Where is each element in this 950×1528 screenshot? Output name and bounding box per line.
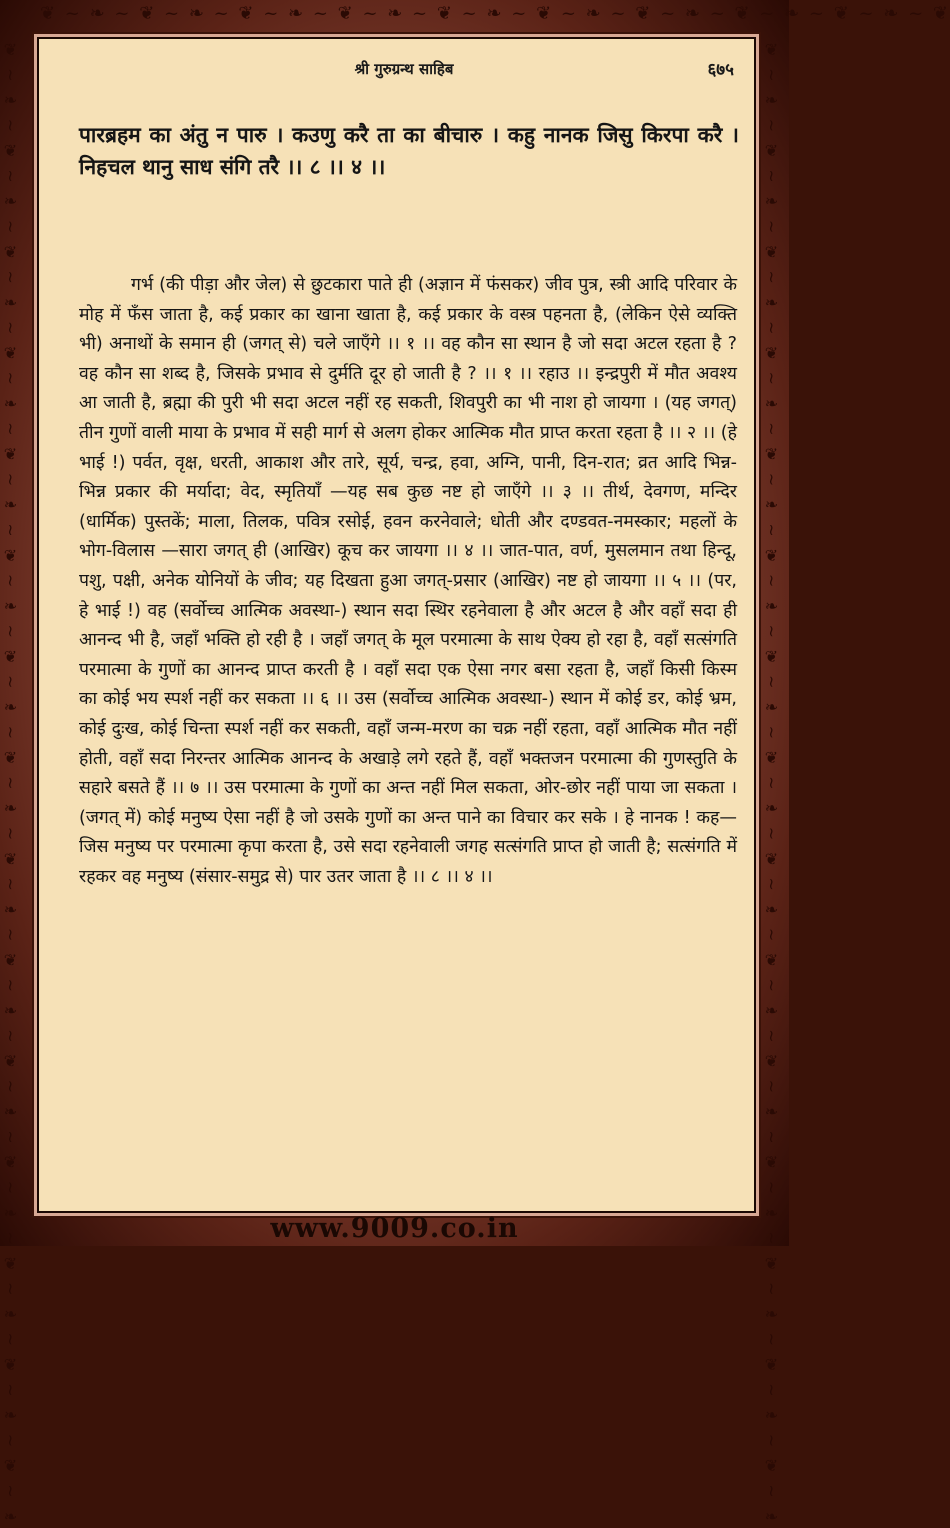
commentary-block [79,271,737,892]
website-url[interactable]: www.9009.co.in [270,1213,519,1244]
verse-text: पारब्रहम का अंतु न पारु । कउणु करै ता का बीचारु । कहु नानक जिसु किरपा करै । निहचल थानु साध संगि तरै ।। ८ ।। ४ ।। [79,123,739,179]
scripture-page [37,37,756,1213]
page-number: ६७५ [707,60,734,80]
page-header [39,39,754,83]
ornament-border-left: ❦ ~ ❧ ~ ❦ ~ ❧ ~ ❦ ~ ❧ ~ ❦ ~ ❧ ~ ❦ ~ ❧ ~ ❦ ~ ❧ ~ ❦ ~ ❧ ~ ❦ ~ ❧ ~ ❦ ~ ❧ ~ ❦ ~ ❧ ~ ❦ ~ ❧ ~ ❦ ~ ❧ ~ ❦ ~ ❧ ~ ❦ ~ ❧ ~ ❦ ~ ❧ [1,40,20,1528]
ornament-border-right: ❦ ~ ❧ ~ ❦ ~ ❧ ~ ❦ ~ ❧ ~ ❦ ~ ❧ ~ ❦ ~ ❧ ~ ❦ ~ ❧ ~ ❦ ~ ❧ ~ ❦ ~ ❧ ~ ❦ ~ ❧ ~ ❦ ~ ❧ ~ ❦ ~ ❧ ~ ❦ ~ ❧ ~ ❦ ~ ❧ ~ ❦ ~ ❧ ~ ❦ ~ ❧ [762,40,781,1528]
ornament-border-top: ❦ ~ ❧ ~ ❦ ~ ❧ ~ ❦ ~ ❧ ~ ❦ ~ ❧ ~ ❦ ~ ❧ ~ ❦ ~ ❧ ~ ❦ ~ ❧ ~ ❦ ~ ❧ ~ ❦ ~ ❧ ~ ❦ [40,3,950,24]
page-title: श्री गुरुग्रन्थ साहिब [354,60,454,78]
verse-block [79,119,739,183]
commentary-text: गर्भ (की पीड़ा और जेल) से छुटकारा पाते ही (अज्ञान में फंसकर) जीव पुत्र, स्त्री आदि परिवार के मोह में फँस जाता है, कई प्रकार का खाना खाता है, कई प्रकार के वस्त्र पहनता है, (लेकिन ऐसे व्यक्ति भी) अनाथों के समान ही (जगत् से) चले जाएँगे ।। १ ।। वह कौन सा स्थान है जो सदा अटल रहता है ? वह कौन सा शब्द है, जिसके प्रभाव से दुर्मति दूर हो जाती है ? ।। १ ।। रहाउ ।। इन्द्रपुरी में मौत अवश्य आ जाती है, ब्रह्मा की पुरी भी सदा अटल नहीं रह सकती, शिवपुरी का भी नाश हो जायगा । (यह जगत्) तीन गुणों वाली माया के प्रभाव में सही मार्ग से अलग होकर आत्मिक मौत प्राप्त करता रहता है ।। २ ।। (हे भाई !) पर्वत, वृक्ष, धरती, आकाश और तारे, सूर्य, चन्द्र, हवा, अग्नि, पानी, दिन-रात; व्रत आदि भिन्न-भिन्न प्रकार की मर्यादा; वेद, स्मृतियाँ —यह सब कुछ नष्ट हो जाएँगे ।। ३ ।। तीर्थ, देवगण, मन्दिर (धार्मिक) पुस्तकें; माला, तिलक, पवित्र रसोई, हवन करनेवाले; धोती और दण्डवत-नमस्कार; महलों के भोग-विलास —सारा जगत् ही (आखिर) कूच कर जायगा ।। ४ ।। जात-पात, वर्ण, मुसलमान तथा हिन्दू, पशु, पक्षी, अनेक योनियों के जीव; यह दिखता हुआ जगत्-प्रसार (आखिर) नष्ट हो जायगा ।। ५ ।। (पर, हे भाई !) वह (सर्वोच्च आत्मिक अवस्था-) स्थान सदा स्थिर रहनेवाला है और अटल है और वहाँ सदा ही आनन्द भी है, जहाँ भक्ति हो रही है । जहाँ जगत् के मूल परमात्मा के साथ ऐक्य हो रहा है, वहाँ सत्संगति परमात्मा के गुणों का आनन्द प्राप्त करती है । वहाँ सदा एक ऐसा नगर बसा रहता है, जहाँ किसी किस्म का कोई भय स्पर्श नहीं कर सकता ।। ६ ।। उस (सर्वोच्च आत्मिक अवस्था-) स्थान में कोई डर, कोई भ्रम, कोई दुःख, कोई चिन्ता स्पर्श नहीं कर सकती, वहाँ जन्म-मरण का चक्र नहीं रहता, वहाँ आत्मिक मौत नहीं होती, वहाँ सदा निरन्तर आत्मिक आनन्द के अखाड़े लगे रहते हैं, वहाँ भक्तजन परमात्मा की गुणस्तुति के सहारे बसते हैं ।। ७ ।। उस परमात्मा के गुणों का अन्त नहीं मिल सकता, ओर-छोर नहीं पाया जा सकता । (जगत् में) कोई मनुष्य ऐसा नहीं है जो उसके गुणों का अन्त पाने का विचार कर सके । हे नानक ! कह— जिस मनुष्य पर परमात्मा कृपा करता है, उसे सदा रहनेवाली जगह सत्संगति प्राप्त हो जाती है; सत्संगति में रहकर वह मनुष्य (संसार-समुद्र से) पार उतर जाता है ।। ८ ।। ४ ।। [79,275,738,887]
